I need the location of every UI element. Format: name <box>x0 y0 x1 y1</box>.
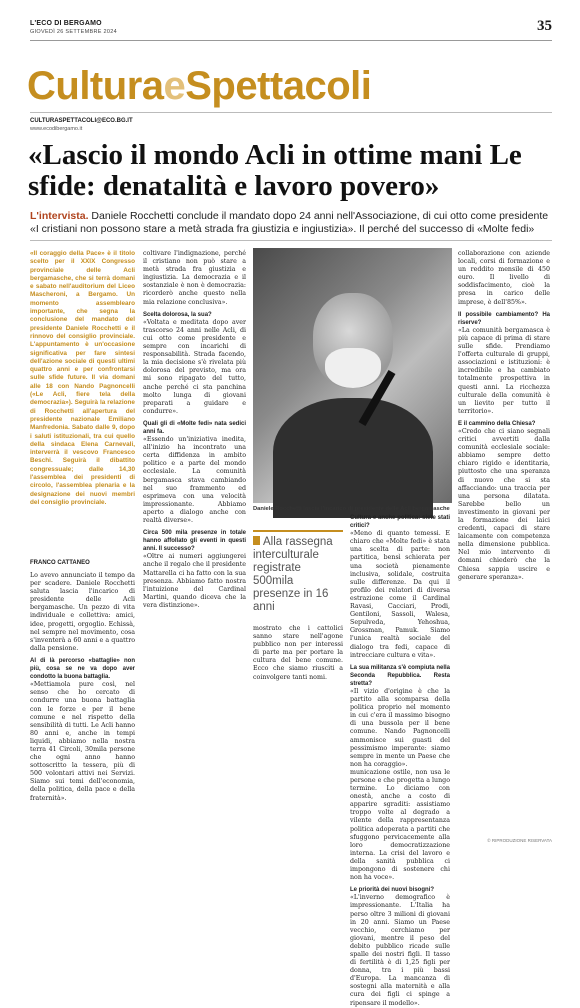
section-rule <box>30 112 552 113</box>
kicker-line2: «I cristiani non possono stare a metà strada fra giustizia e ingiustizia». Il perché del successo di «Molte fedi» <box>30 223 535 235</box>
section-website[interactable]: www.ecodibergamo.it <box>30 126 83 132</box>
column-5-subhead: Il possibile cambiamento? Ha riserve? <box>458 311 550 326</box>
kicker-text1: Daniele Rocchetti conclude il mandato dopo 24 anni nell'Associazione, di cui otto come presidente <box>88 210 549 222</box>
column-4-text-holder <box>350 769 450 1008</box>
section-title-part2: e <box>163 64 186 108</box>
column-5-text-c: «Credo che ci siano segnali critici avvertiti dalla comunità ecclesiale sociale: abbiamo sempre detto chiaro rigido e identitaria, piuttosto che una speranza di nuovo che si sta affacciando: una traccia per una persona dilatata. Sarebbe bello un investimento in giovani per la formazione dei laici credenti, capaci di stare laicamente con competenza nella dimensione pubblica. Nel mio intervento di domani chiederò che la Chiesa sappia uscire e generare speranza». <box>458 427 550 581</box>
publication-date: GIOVEDÌ 26 SETTEMBRE 2024 <box>30 29 117 35</box>
column-2-subhead-1: Scelta dolorosa, la sua? <box>143 311 212 318</box>
article-column-5 <box>458 250 550 834</box>
page-number: 35 <box>537 18 552 34</box>
headline: «Lascio il mondo Acli in ottime mani Le sfide: denatalità e lavoro povero» <box>28 139 522 202</box>
column-4-text: municazione ostile, non usa le persone e che progetta a lungo termine. Lo diciamo con onestà, anche a costo di apparire sgraditi: assistiamo troppo volte al degrado a vilente della rappresentanza politica adoperata a partiti che sfuggono pervicacemente alla loro democratizzazione interna. La crisi del lavoro e della sanità pubblica ci impongono di sostenere chi non ha voce». <box>350 768 450 882</box>
photo-beard-shape <box>325 348 381 388</box>
column-2-text-d: «Oltre ai numeri aggiungerei anche il regalo che il presidente Mattarella ci ha fatto con la sua presenza. Abbiamo fatto nostra l'intuizione del Cardinal Martini, quando diceva che la vera distinzione». <box>143 553 246 609</box>
column-5-text-b: «La comunità bergamasca è più capace di prima di stare sulle sfide. Prendiamo l'offerta culturale di gruppi, associazioni e istituzioni: è incredibile e ha cambiato totalmente prospettiva in questi anni. La ricchezza culturale della comunità è un lievito per tutto il territorio». <box>458 326 550 415</box>
sidebar-callout <box>253 530 343 620</box>
column-4-subhead: Le priorità dei nuovi bisogni? <box>350 887 435 894</box>
column-1-subhead: Al di là percorso «battaglie» non più, cosa se ne va dopo aver condotto la buona battaglia. <box>30 657 135 681</box>
column-3-text-b: «Meno di quanto temessi. E chiaro che «Molte fedi» è stata una scelta di parte: non partitica, bensì schierata per una società pienamente inclusiva, solidale, costruita sulle differenze. Da qui il profilo dei relatori di diversa estrazione come il Cardinal Ravasi, Cacciari, Prodi, Gentiloni, Sassoli, Walesa, Sepulveda, Yehoshua, Grossman, Pamuk. Siamo l'unica realtà sociale del dialogo tra fedi, capace di intrecciare cultura e vita». <box>350 530 450 659</box>
column-3-text: mostrato che i cattolici sanno stare nell'agone pubblico non per interessi di parte ma per portare la cultura del bene comune. Ecco che siamo riusciti a coinvolgere tanti nomi. <box>253 625 343 681</box>
column-1-text: Lo avevo annunciato il tempo da per scadere. Daniele Rocchetti saluta lascia l'incarico di presidente delle Acli bergamasche. Un pezzo di vita individuale e collettiva: amici, idee, progetti, orgoglio. Echissà, nel sempre nel movimento, cosa s'inventerà a 60 anni e a quattro dalla pensione. <box>30 572 135 652</box>
column-2-subhead-3: Circa 500 mila presenze in totale hanno affollato gli eventi in questi anni. Il successo? <box>143 530 246 553</box>
article-column-3a <box>253 625 343 834</box>
section-email[interactable]: CULTURASPETTACOLI@ECO.BG.IT <box>30 118 133 124</box>
article-column-1 <box>30 572 135 834</box>
section-title <box>27 64 371 108</box>
article-column-2 <box>143 250 246 834</box>
column-3-text-c: «Il vizio d'origine è che la partito alla scomparsa della politica proprio nel momento in cui c'era il massimo bisogno di una bussola per il bene comune. Nando Pagnoncelli ammonisce sui guasti del pessimismo imperante: siamo sempre in mente un Paese che non ha coraggio». <box>350 687 450 768</box>
column-3-subhead: Cultura e anche politica: siete stati critici? <box>350 515 450 530</box>
column-2-text: coltivare l'indignazione, perché il cristiano non può stare a metà strada fra giustizia e ingiustizia. La democrazia e il sostanziale è non è democrazia: ricorderò anche questo nella mia relazione conclusiva». <box>143 250 246 306</box>
column-2-text-b: «Voltata e meditata dopo aver trascorso 24 anni nelle Acli, di cui otto come presidente e sempre con incarichi di responsabilità. Strada facendo, la mia decisione s'è rivelata più dolorosa del previsto, ma ora mi sono ripagato del tutto, anche perché ci sta panchina molto lunga di giovani preparati a guidare e condurre». <box>143 318 246 415</box>
column-4-text-b: «L'inverno demografico è impressionante. L'Italia ha perso oltre 3 milioni di giovani in 20 anni. Siamo un Paese vecchio, cerchiamo per giovani, mentre il peso del debito pubblico ricade sulle spalle dei nostri figli. Il tasso di fertilità è di 1,25 figli per donna, tra i più bassi d'Europa. La mancanza di sostegni alla maternità e alla cura dei figli ci spinge a ripensare il modello». <box>350 894 450 1007</box>
author-byline: FRANCO CATTANEO <box>30 560 90 566</box>
kicker-line1 <box>30 210 555 223</box>
section-title-part3: Spettacoli <box>185 64 372 108</box>
kicker-label: L'intervista. <box>30 210 89 222</box>
copyright-footer: © RIPRODUZIONE RISERVATA <box>487 838 552 843</box>
callout-label: Alla rassegna interculturale registrate 500mila presenze in 16 anni <box>253 536 333 613</box>
callout-marker-icon <box>253 536 260 545</box>
publication-name: L'ECO DI BERGAMO <box>30 20 102 27</box>
callout-text <box>253 536 343 614</box>
photo-body-shape <box>273 398 433 518</box>
section-title-part1: Cultura <box>27 64 164 108</box>
lead-paragraph: «Il coraggio della Pace» è il titolo scelto per il XXIX Congresso provinciale delle Acli bergamasche, che si terrà domani e sabato nell'auditorium del Liceo Mascheroni, a Bergamo. Un momento assemblearo importante, che segna la conclusione del mandato del presidente Daniele Rocchetti e il rinnovo del consiglio provinciale. L'appuntamento è un'occasione significativa per fare sintesi dell'azione sociale di questi ultimi quattro anni e per confrontarsi sulle sfide future. Il via domani alle 18 con Nando Pagnoncelli («Le Acli, fiere tela della democrazia»). Seguirà la relazione di Rocchetti all'apertura del presidente nazionale Emiliano Manfredonia. Sabato dalle 9, dopo i saluti istituzionali, tra cui quello della sindaca Elena Carnevali, interverrà il vescovo Francesco Beschi. Seguirà il dibattito congressuale; dalle 14,30 l'assemblea dei presidenti di circolo, l'assemblea plenaria e la designazione dei nuovi membri del consiglio provinciale. <box>30 250 135 506</box>
column-5-subhead-2: E il cammino della Chiesa? <box>458 420 536 427</box>
column-3-subhead-2: La sua militanza s'è compiuta nella Seconda Repubblica. Resta stretta? <box>350 664 450 687</box>
top-rule <box>30 40 552 41</box>
column-1-text-b: «Mettiamola pure così, nel senso che ho cercato di condurre una buona battaglia con le forze e per il bene comune e nel rispetto della sensibilità di tutti. Le Acli hanno 80 anni e, anche in tempi liquidi, abbiamo nella nostra terra 41 Circoli, 30mila persone che ogni anno hanno sottoscritto la tessera, più di 500 volontari attivi nei Servizi. Siamo sui temi dell'economia, della politica, della pace e della fraternità». <box>30 681 135 802</box>
portrait-photo <box>253 248 452 503</box>
photo-caption: Daniele Rocchetti lascia l'incarico di presidente delle Acli bergamasche <box>253 506 450 512</box>
column-5-text: collaborazione con aziende locali, corsi di formazione e un reddito mensile di 450 euro. Il livello di soddisfacimento, cioè la presa in carico delle imprese, è dell'85%». <box>458 250 550 306</box>
column-2-subhead-2: Quali gli di «Molte fedi» nata sedici anni fa. <box>143 420 246 435</box>
kicker-rule <box>30 240 552 241</box>
article-column-3b <box>350 510 450 1007</box>
column-2-text-c: «Essendo un'iniziativa inedita, all'inizio ha incontrato una certa diffidenza in ambito politico e a parte del mondo ecclesiale. La comunità bergamasca stava cambiando nel suo frammento ed esprimeva con una velocità impressionante. Abbiamo aperto a dialogo anche con realtà diverse». <box>143 436 246 524</box>
